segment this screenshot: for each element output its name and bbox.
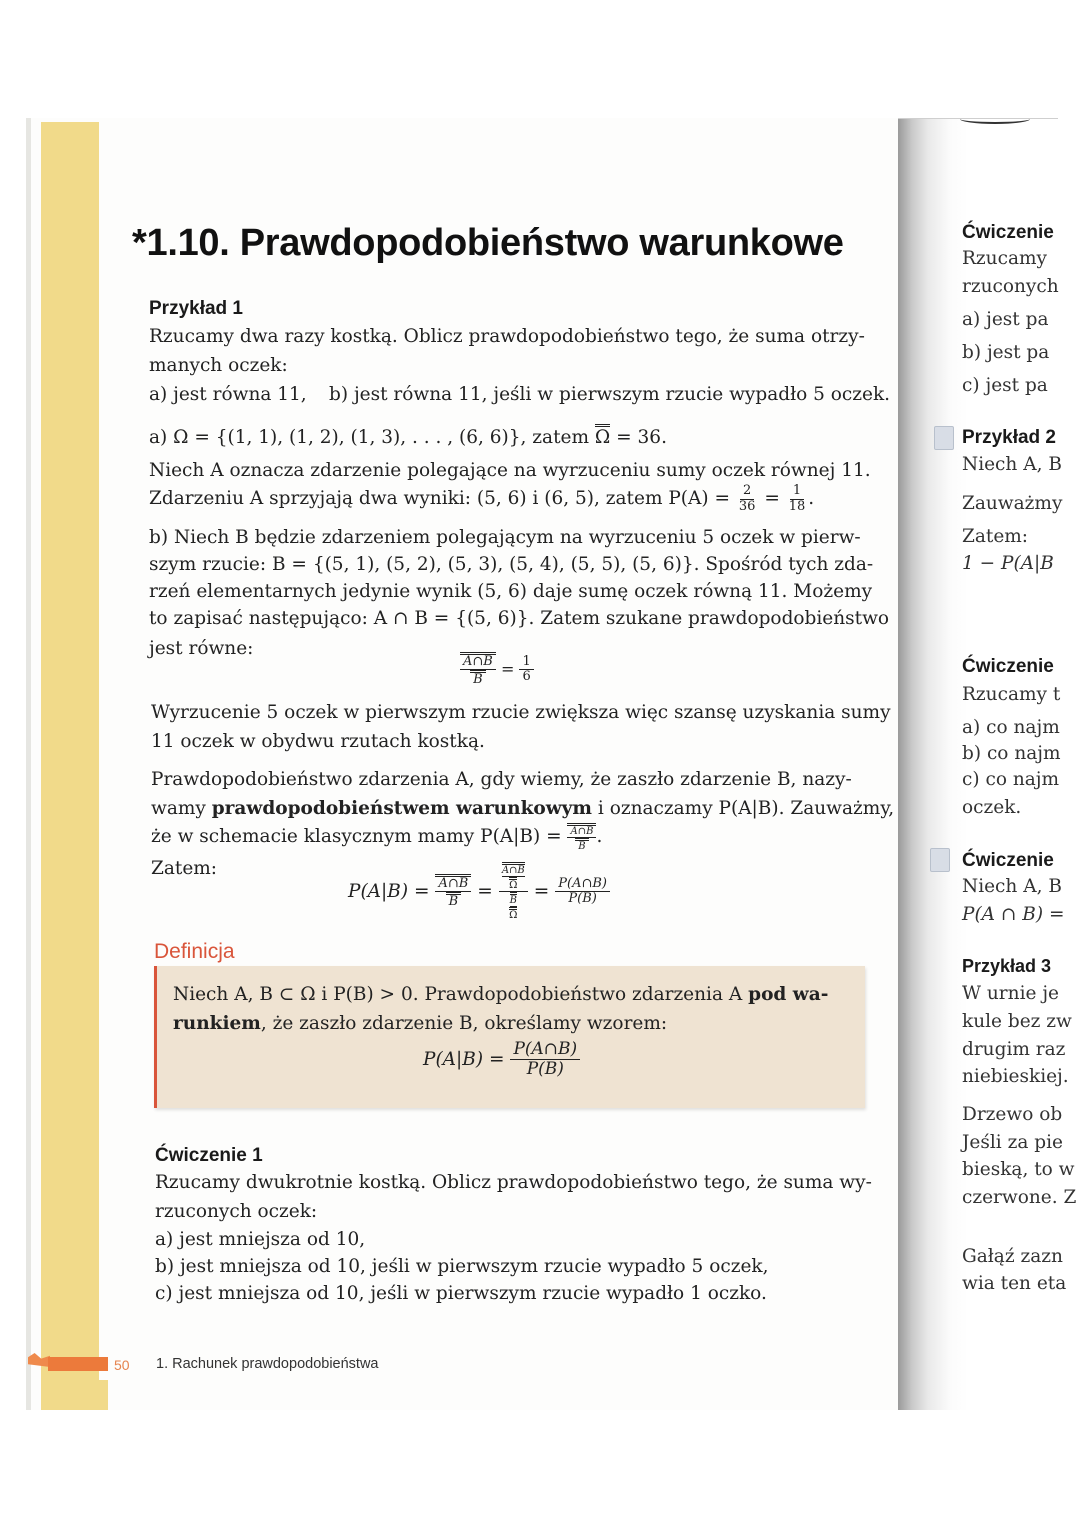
definition-text: , że zaszło zdarzenie B, określamy wzorem: (260, 1013, 668, 1034)
compound-fraction (499, 862, 528, 921)
definition-line-2 (173, 1009, 667, 1038)
conclusion-line-1: Wyrzucenie 5 oczek w pierwszym rzucie zwiększa więc szansę uzyskania sumy (151, 702, 891, 723)
facing-text: b) co najm (962, 743, 1061, 764)
exercise-1-heading: Ćwiczenie 1 (155, 1145, 263, 1166)
yellow-margin-band (41, 122, 99, 1410)
fraction-denominator: B (470, 670, 486, 687)
compound-denominator (506, 892, 520, 921)
equals-sign: = (477, 881, 493, 902)
fraction-a-intersect-b-over-b (460, 652, 496, 688)
facing-page-curve (960, 114, 1030, 124)
fraction-numerator: P(A∩B) (555, 877, 610, 892)
fraction-numerator: 1 (519, 655, 533, 670)
example-1-heading: Przykład 1 (149, 298, 243, 319)
facing-text: W urnie je (962, 983, 1059, 1004)
inner-denominator: Ω (509, 907, 517, 921)
facing-text: rzuconych (962, 276, 1059, 297)
definition-bold-term: runkiem (173, 1013, 261, 1034)
facing-text: Gałąź zazn (962, 1246, 1063, 1267)
solution-a-line-1 (149, 423, 667, 452)
section-title: *1.10. Prawdopodobieństwo warunkowe (132, 222, 844, 264)
explanation-line-3: że w schemacie klasycznym mamy P(A|B) = $\frac{A\cap B}{B}$ . (151, 822, 602, 852)
formula-lhs: P(A|B) = (348, 881, 430, 902)
exercise-marker-icon (934, 426, 954, 450)
solution-a-line-2: Niech A oznacza zdarzenie polegające na wyrzuceniu sumy oczek równej 11. (149, 460, 871, 481)
facing-example-heading: Przykład 2 (962, 427, 1056, 448)
fraction-numerator: A∩B (435, 874, 471, 892)
formula-lhs: P(A|B) = (423, 1048, 505, 1070)
chapter-tab-marker (48, 1357, 108, 1371)
inner-numerator: B (510, 892, 517, 907)
example-1-prompt-line-1: Rzucamy dwa razy kostką. Oblicz prawdopodobieństwo tego, że suma otrzy- (149, 326, 865, 347)
facing-text: b) jest pa (962, 342, 1050, 363)
solution-a-outcomes: Zdarzeniu A sprzyjają dwa wyniki: (5, 6) i (6, 5), zatem P(A) = (149, 488, 730, 509)
definition-text: Niech A, B ⊂ Ω i P(B) > 0. Prawdopodobieństwo zdarzenia A (173, 984, 743, 1005)
conditional-formula-derivation (348, 862, 610, 921)
fraction-counts (435, 874, 471, 910)
conclusion-line-2: 11 oczek w obydwu rzutach kostką. (151, 731, 485, 752)
facing-text: c) co najm (962, 769, 1060, 790)
definition-heading: Definicja (154, 940, 235, 963)
exercise-1-option-a: a) jest mniejsza od 10, (155, 1229, 366, 1250)
fraction-denominator: 6 (522, 669, 531, 685)
definition-fraction (510, 1040, 580, 1078)
fraction-denominator: 36 (738, 498, 756, 514)
facing-text: Rzucamy t (962, 684, 1061, 705)
facing-text: c) jest pa (962, 375, 1048, 396)
facing-text: bieską, to w (962, 1159, 1075, 1180)
solution-b-line-3: rzeń elementarnych jedynie wynik (5, 6) daje sumę oczek równą 11. Możemy (149, 581, 873, 602)
explanation-line-2 (151, 794, 894, 823)
fraction-probabilities (555, 877, 610, 907)
definition-bold-term: pod wa- (748, 984, 829, 1005)
fraction-denominator: P(B) (568, 891, 597, 906)
exercise-1-option-c: c) jest mniejsza od 10, jeśli w pierwszym rzucie wypadło 1 oczko. (155, 1283, 767, 1304)
facing-exercise-heading: Ćwiczenie (962, 850, 1054, 871)
zatem-label: Zatem: (151, 858, 218, 879)
fraction-numerator: P(A∩B) (510, 1040, 580, 1060)
solution-b-line-5: jest równe: (149, 638, 254, 659)
chapter-title-footer: 1. Rachunek prawdopodobieństwa (156, 1356, 379, 1372)
inner-denominator: Ω (509, 877, 517, 891)
example-1-option-b: b) jest równa 11, jeśli w pierwszym rzucie wypadło 5 oczek. (329, 384, 891, 405)
classical-scheme-text: że w schemacie klasycznym mamy P(A|B) = (151, 826, 562, 847)
omega-value: = 36. (616, 427, 667, 448)
solution-b-line-2: szym rzucie: B = {(5, 1), (5, 2), (5, 3), (5, 4), (5, 5), (5, 6)}. Spośród tych zda- (149, 554, 874, 575)
definition-line-1 (173, 980, 828, 1009)
exercise-1-option-b: b) jest mniejsza od 10, jeśli w pierwszym rzucie wypadło 5 oczek, (155, 1256, 769, 1277)
explanation-text: i oznaczamy P(A|B). Zauważmy, (597, 798, 895, 819)
facing-text: drugim raz (962, 1039, 1066, 1060)
compound-numerator (499, 862, 528, 892)
facing-text: Zatem: (962, 526, 1029, 547)
facing-text: a) jest pa (962, 309, 1049, 330)
facing-text: Rzucamy (962, 248, 1047, 269)
facing-text: a) co najm (962, 717, 1060, 738)
solution-b-line-4: to zapisać następująco: A ∩ B = {(5, 6)}. Zatem szukane prawdopodobieństwo (149, 608, 890, 629)
example-1-prompt-line-2: manych oczek: (149, 355, 288, 376)
facing-text: Niech A, B (962, 876, 1062, 897)
fraction-1-18 (786, 484, 809, 514)
solution-a-line-3: Zdarzeniu A sprzyjają dwa wyniki: (5, 6) i (6, 5), zatem P(A) = $\frac{2}{36}$ = $\frac{1}{18}$ . (149, 483, 815, 514)
solution-a-sample-space: a) Ω = {(1, 1), (1, 2), (1, 3), . . . , (6, 6)}, zatem (149, 427, 590, 448)
solution-b-line-1: b) Niech B będzie zdarzeniem polegającym na wyrzuceniu 5 oczek w pierw- (149, 527, 861, 548)
facing-text: niebieskiej. (962, 1066, 1069, 1087)
facing-text: Drzewo ob (962, 1104, 1063, 1125)
exercise-marker-icon (930, 848, 950, 872)
facing-exercise-heading: Ćwiczenie (962, 222, 1054, 243)
exercise-1-line-2: rzuconych oczek: (155, 1201, 318, 1222)
facing-text: P(A ∩ B) = (962, 904, 1065, 925)
fraction-numerator: 1 (790, 484, 804, 499)
exercise-1-line-1: Rzucamy dwukrotnie kostką. Oblicz prawdopodobieństwo tego, że suma wy- (155, 1172, 872, 1193)
solution-b-formula: $\frac{A\cap B}{B}$ = $\frac{1}{6}$ (460, 652, 534, 688)
facing-text: Zauważmy (962, 493, 1063, 514)
facing-text: kule bez zw (962, 1011, 1072, 1032)
fraction-numerator: 2 (740, 484, 754, 499)
page-edge-line (26, 118, 31, 1410)
fraction-denominator: B (446, 892, 462, 909)
equals-sign: = (533, 881, 550, 902)
fraction-numerator: A∩B (460, 652, 496, 670)
fraction-denominator: P(B) (526, 1058, 564, 1079)
fraction-2-36 (736, 484, 759, 514)
fraction-a-intersect-b-over-b (567, 823, 596, 852)
conditional-probability-term: prawdopodobieństwem warunkowym (211, 798, 592, 819)
page-number: 50 (114, 1357, 130, 1373)
facing-text: 1 − P(A|B (962, 553, 1054, 574)
fraction-denominator: B (575, 838, 588, 852)
definition-formula (423, 1040, 580, 1078)
definition-box (154, 966, 865, 1108)
yellow-margin-band-bottom (50, 1380, 108, 1410)
example-1-option-a: a) jest równa 11, (149, 384, 307, 405)
omega-cardinality: Ω (595, 424, 610, 448)
fraction-numerator: A∩B (567, 823, 596, 838)
explanation-text: wamy (151, 798, 206, 819)
facing-text: czerwone. Z (962, 1187, 1077, 1208)
facing-text: oczek. (962, 797, 1022, 818)
explanation-line-1: Prawdopodobieństwo zdarzenia A, gdy wiemy, że zaszło zdarzenie B, nazy- (151, 769, 852, 790)
fraction-denominator: 18 (788, 498, 806, 514)
facing-text: Jeśli za pie (962, 1132, 1063, 1153)
inner-numerator: A∩B (502, 862, 525, 877)
facing-exercise-heading: Ćwiczenie (962, 656, 1054, 677)
facing-example-heading: Przykład 3 (962, 956, 1052, 976)
facing-text: wia ten eta (962, 1273, 1067, 1294)
fraction-1-6 (519, 655, 533, 685)
facing-text: Niech A, B (962, 454, 1062, 475)
